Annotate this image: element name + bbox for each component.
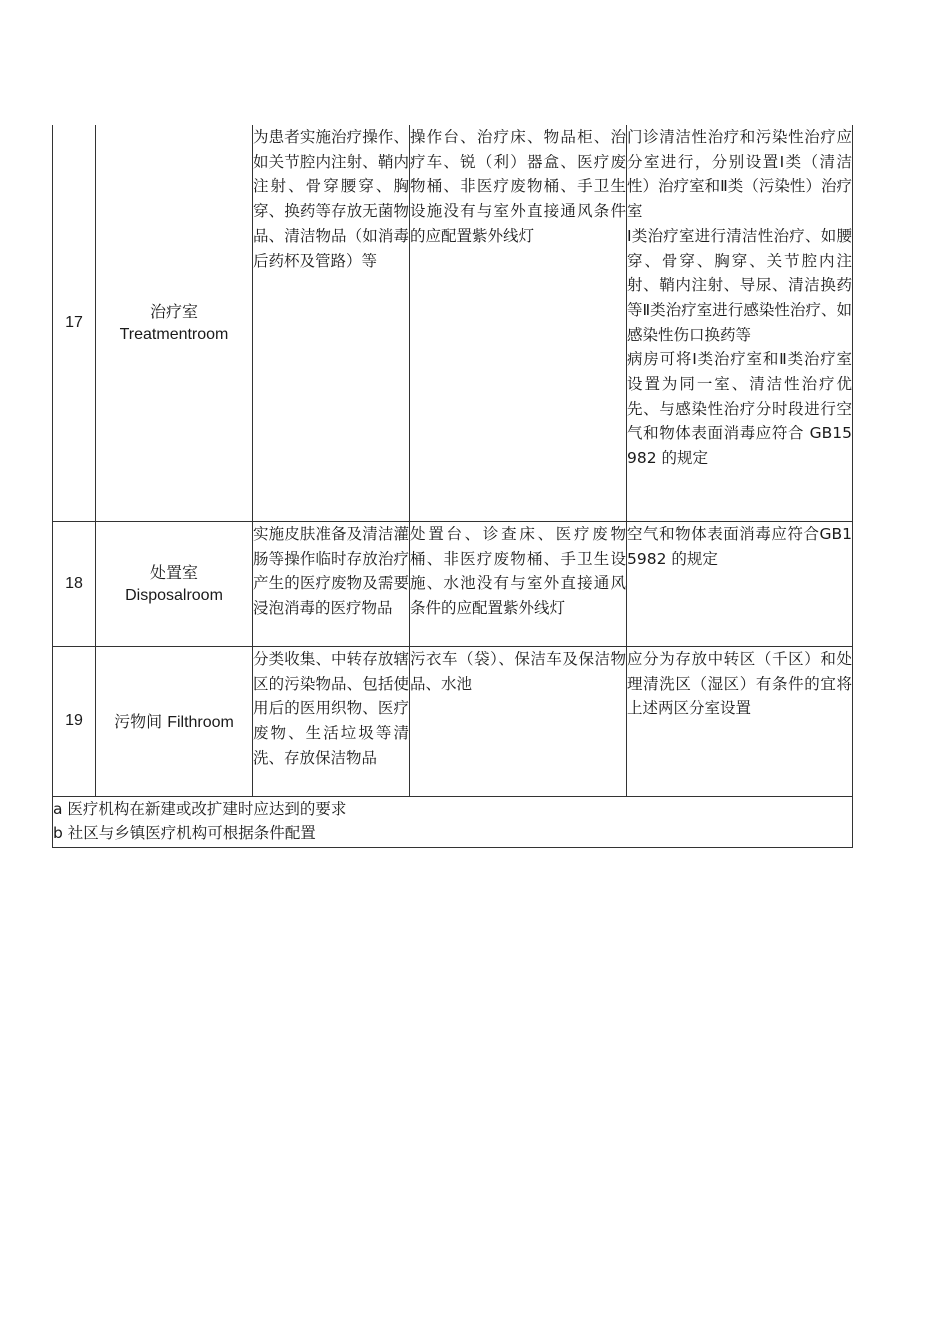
table-notes-row — [53, 797, 853, 848]
room-name-cn: 污物间 — [114, 711, 163, 731]
note-b: b 社区与乡镇医疗机构可根据条件配置 — [53, 824, 316, 842]
row-number: 18 — [53, 522, 96, 647]
room-name-en: Filthroom — [167, 713, 234, 731]
equipment-cell: 处置台、诊查床、医疗废物桶、非医疗废物桶、手卫生设施、水池没有与室外直接通风条件的应配置紫外线灯 — [410, 522, 627, 647]
remarks-cell: 门诊清洁性治疗和污染性治疗应分室进行，分别设置Ⅰ类（清洁性）治疗室和Ⅱ类（污染性）治疗室 Ⅰ类治疗室进行清洁性治疗、如腰穿、骨穿、胸穿、关节腔内注射、鞘内注射、导尿、清洁换药等Ⅱ类治疗室进行感染性治疗、如感染性伤口换药等 病房可将Ⅰ类治疗室和Ⅱ类治疗室设置为同一室、清洁性治疗优先、与感染性治疗分时段进行空气和物体表面消毒应符合 GB15982 的规定 — [627, 125, 853, 522]
room-name-cell — [96, 647, 253, 797]
note-a: a 医疗机构在新建或改扩建时应达到的要求 — [53, 800, 347, 818]
remarks-cell: 空气和物体表面消毒应符合GB15982 的规定 — [627, 522, 853, 647]
equipment-cell: 操作台、治疗床、物品柜、治疗车、锐（利）器盒、医疗废物桶、非医疗废物桶、手卫生设施没有与室外直接通风条件的应配置紫外线灯 — [410, 125, 627, 522]
row-number: 19 — [53, 647, 96, 797]
equipment-cell: 污衣车（袋）、保洁车及保洁物品、水池 — [410, 647, 627, 797]
table-row — [53, 522, 853, 647]
room-requirements-table — [52, 125, 853, 848]
room-name-en: Disposalroom — [125, 587, 223, 604]
row-number: 17 — [53, 125, 96, 522]
document-page — [52, 125, 852, 848]
function-cell: 分类收集、中转存放辖区的污染物品、包括使用后的医用织物、医疗废物、生活垃圾等清洗、存放保洁物品 — [253, 647, 410, 797]
function-cell: 为患者实施治疗操作、如关节腔内注射、鞘内注射、骨穿腰穿、胸穿、换药等存放无菌物品、清洁物品（如消毒后药杯及管路）等 — [253, 125, 410, 522]
table-notes — [53, 797, 853, 848]
room-name-cell — [96, 125, 253, 522]
function-cell: 实施皮肤准备及清洁灌肠等操作临时存放治疗产生的医疗废物及需要浸泡消毒的医疗物品 — [253, 522, 410, 647]
room-name-cell — [96, 522, 253, 647]
room-name-en: Treatmentroom — [119, 326, 229, 343]
room-name-cn: 处置室 — [149, 563, 198, 582]
table-row — [53, 125, 853, 522]
room-name-cn: 治疗室 — [149, 302, 198, 321]
table-row — [53, 647, 853, 797]
remarks-cell: 应分为存放中转区（千区）和处理清洗区（湿区）有条件的宜将上述两区分室设置 — [627, 647, 853, 797]
